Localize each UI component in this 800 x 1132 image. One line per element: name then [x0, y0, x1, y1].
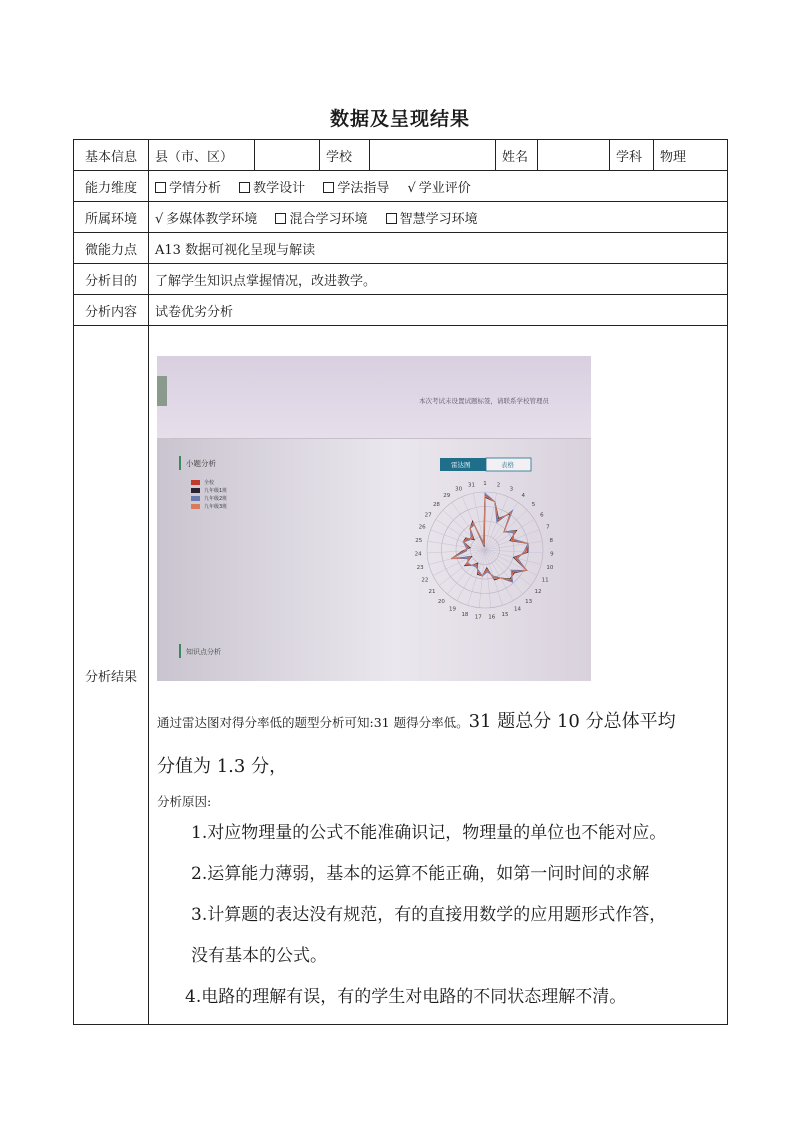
radar-axis-label: 20	[437, 598, 445, 605]
radar-axis-label: 2	[496, 482, 501, 489]
check-mark-icon[interactable]: √	[155, 211, 164, 227]
radar-axis-label: 8	[549, 537, 553, 544]
analysis-paragraph-cont: 分值为 1.3 分，	[157, 756, 288, 777]
field-subject[interactable]: 物理	[654, 140, 728, 171]
label-name: 姓名	[496, 140, 538, 171]
legend-swatch	[191, 480, 200, 485]
radar-axis-label: 22	[421, 577, 429, 584]
tab-radar-label: 雷达图	[451, 461, 471, 469]
legend-swatch	[191, 504, 200, 509]
row-basic-info	[74, 140, 728, 171]
label-ability: 能力维度	[74, 171, 149, 202]
radar-axis-label: 25	[415, 537, 423, 544]
radar-axis-label: 29	[443, 493, 451, 500]
radar-axis-label: 1	[483, 481, 487, 487]
radar-axis-label: 10	[546, 564, 554, 571]
checkbox-empty[interactable]	[239, 182, 250, 193]
purpose-value: 了解学生知识点掌握情况，改进教学。	[149, 264, 728, 295]
page-title: 数据及呈现结果	[329, 108, 470, 130]
legend-label: 全校	[204, 480, 215, 486]
radar-axis-label: 15	[501, 611, 509, 618]
row-content	[74, 295, 728, 326]
radar-axis-label: 4	[521, 493, 526, 500]
checkbox-empty[interactable]	[386, 213, 397, 224]
row-micro-ability	[74, 233, 728, 264]
radar-axis-label: 9	[550, 551, 554, 558]
info-table	[73, 139, 728, 1025]
ability-option[interactable]: 学法指导	[323, 181, 389, 196]
screenshot-section-title: 小题分析	[186, 459, 216, 468]
legend-swatch	[191, 496, 200, 501]
ability-option[interactable]: 教学设计	[239, 181, 305, 196]
reason-item: 1.对应物理量的公式不能准确识记，物理量的单位也不能对应。	[191, 823, 667, 843]
radar-axis-label: 24	[414, 551, 422, 558]
label-micro-ability: 微能力点	[74, 233, 149, 264]
label-subject: 学科	[610, 140, 654, 171]
radar-axis-label: 13	[525, 598, 533, 605]
label-purpose: 分析目的	[74, 264, 149, 295]
result-cell	[149, 326, 728, 1025]
label-environment: 所属环境	[74, 202, 149, 233]
legend-label: 九年级3班	[204, 504, 228, 510]
row-purpose	[74, 264, 728, 295]
environment-option[interactable]: 混合学习环境	[275, 212, 367, 227]
checkbox-empty[interactable]	[323, 182, 334, 193]
label-result: 分析结果	[74, 326, 149, 1025]
screenshot-banner: 本次考试未设置试题标签，请联系学校管理员	[419, 397, 549, 405]
reason-heading: 分析原因:	[157, 794, 212, 809]
radar-axis-label: 7	[546, 524, 550, 531]
radar-axis-label: 18	[461, 611, 469, 618]
label-county: 县（市、区）	[149, 140, 255, 171]
radar-axis-label: 21	[428, 589, 436, 596]
legend-swatch	[191, 488, 200, 493]
radar-axis-label: 16	[488, 614, 496, 621]
radar-axis-label: 19	[448, 606, 456, 613]
radar-axis-label: 23	[416, 564, 424, 571]
radar-axis-label: 27	[424, 512, 432, 519]
radar-axis-label: 31	[468, 482, 476, 489]
environment-option[interactable]: 智慧学习环境	[386, 212, 478, 227]
label-school: 学校	[320, 140, 370, 171]
field-name[interactable]	[538, 140, 610, 171]
field-county[interactable]	[255, 140, 320, 171]
reason-item: 没有基本的公式。	[191, 946, 327, 966]
radar-axis-label: 28	[432, 501, 440, 508]
radar-axis-label: 26	[418, 524, 426, 531]
row-environment	[74, 202, 728, 233]
reason-item: 2.运算能力薄弱，基本的运算不能正确，如第一问时间的求解	[191, 864, 650, 884]
radar-axis-label: 12	[534, 589, 542, 596]
check-mark-icon[interactable]: √	[407, 180, 416, 196]
radar-axis-label: 11	[541, 577, 549, 584]
radar-axis-label: 3	[509, 486, 514, 493]
analysis-paragraph: 通过雷达图对得分率低的题型分析可知:31 题得分率低。31 题总分 10 分总体平均	[157, 711, 676, 732]
radar-axis-label: 30	[455, 486, 463, 493]
screenshot-svg	[157, 356, 591, 681]
legend-label: 九年级2班	[204, 496, 228, 502]
row-result	[74, 326, 728, 1025]
ability-options	[149, 171, 728, 202]
label-content: 分析内容	[74, 295, 149, 326]
radar-axis-label: 5	[531, 501, 536, 508]
checkbox-empty[interactable]	[275, 213, 286, 224]
content-value: 试卷优劣分析	[149, 295, 728, 326]
field-school[interactable]	[370, 140, 496, 171]
ability-option[interactable]: √ 学业评价	[407, 180, 471, 196]
label-basic-info: 基本信息	[74, 140, 149, 171]
radar-screenshot	[157, 356, 591, 681]
legend-label: 九年级1班	[204, 488, 228, 494]
radar-axis-label: 6	[540, 512, 544, 519]
screenshot-footer-section: 知识点分析	[186, 648, 221, 656]
environment-options	[149, 202, 728, 233]
ability-option[interactable]: 学情分析	[155, 181, 221, 196]
reason-item: 3.计算题的表达没有规范，有的直接用数学的应用题形式作答，	[191, 905, 667, 925]
environment-option[interactable]: √ 多媒体教学环境	[155, 211, 258, 227]
tab-table-label: 表格	[501, 461, 514, 469]
checkbox-empty[interactable]	[155, 182, 166, 193]
micro-ability-value: A13 数据可视化呈现与解读	[149, 233, 728, 264]
row-ability	[74, 171, 728, 202]
radar-axis-label: 14	[514, 606, 522, 613]
reason-item: 4.电路的理解有误，有的学生对电路的不同状态理解不清。	[185, 987, 627, 1007]
radar-axis-label: 17	[474, 614, 482, 621]
